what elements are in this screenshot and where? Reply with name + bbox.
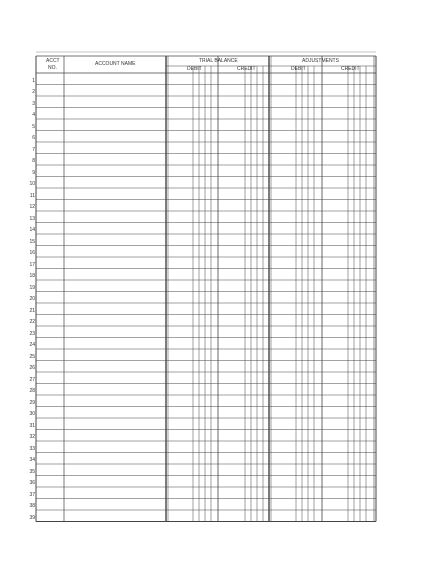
row-number: 30 [29,411,35,417]
row-number: 37 [29,491,35,498]
row-number: 15 [29,238,35,245]
header-acct-no-label: NO. [48,65,57,71]
row-number: 3 [32,100,35,107]
row-number: 7 [32,146,35,153]
header-adjustments-label: ADJUSTMENTS [302,58,339,64]
row-number: 38 [29,503,35,509]
row-number: 22 [29,319,35,325]
row-number: 24 [29,342,35,348]
row-number: 34 [29,457,35,463]
row-number: 27 [29,376,35,383]
row-number: 12 [29,204,35,210]
row-number: 28 [29,388,35,394]
row-number: 36 [29,480,35,486]
row-number: 1 [32,77,35,84]
row-number: 17 [29,261,35,268]
row-number: 19 [29,284,35,291]
header-trial-balance-credit-label: CREDIT [237,66,256,72]
row-number: 39 [29,514,35,521]
row-number: 2 [32,89,35,95]
row-number: 32 [29,434,35,440]
header-account-name-label: ACCOUNT NAME [95,61,136,67]
row-number: 26 [29,365,35,371]
row-number: 10 [29,181,35,187]
row-number: 29 [29,399,35,406]
header-trial-balance-debit-label: DEBIT [187,66,202,72]
row-number: 13 [29,215,35,222]
row-number: 6 [32,135,35,141]
row-number: 35 [29,468,35,475]
header-acct-label: ACCT [46,58,60,64]
row-number: 16 [29,250,35,256]
row-number: 9 [32,169,35,176]
row-number: 18 [29,273,35,279]
header-adjustments-credit-label: CREDIT [341,66,360,72]
header-adjustments-debit-label: DEBIT [291,66,306,72]
row-number: 8 [32,158,35,164]
row-number: 21 [29,307,35,314]
row-number: 20 [29,296,35,302]
row-number: 23 [29,330,35,337]
header-trial-balance-label: TRIAL BALANCE [199,58,238,64]
row-number: 14 [29,227,35,233]
row-number: 4 [32,112,35,118]
row-number: 31 [29,422,35,429]
row-number: 25 [29,353,35,360]
row-number: 11 [29,192,35,199]
row-number: 5 [32,123,35,130]
row-number: 33 [29,445,35,452]
